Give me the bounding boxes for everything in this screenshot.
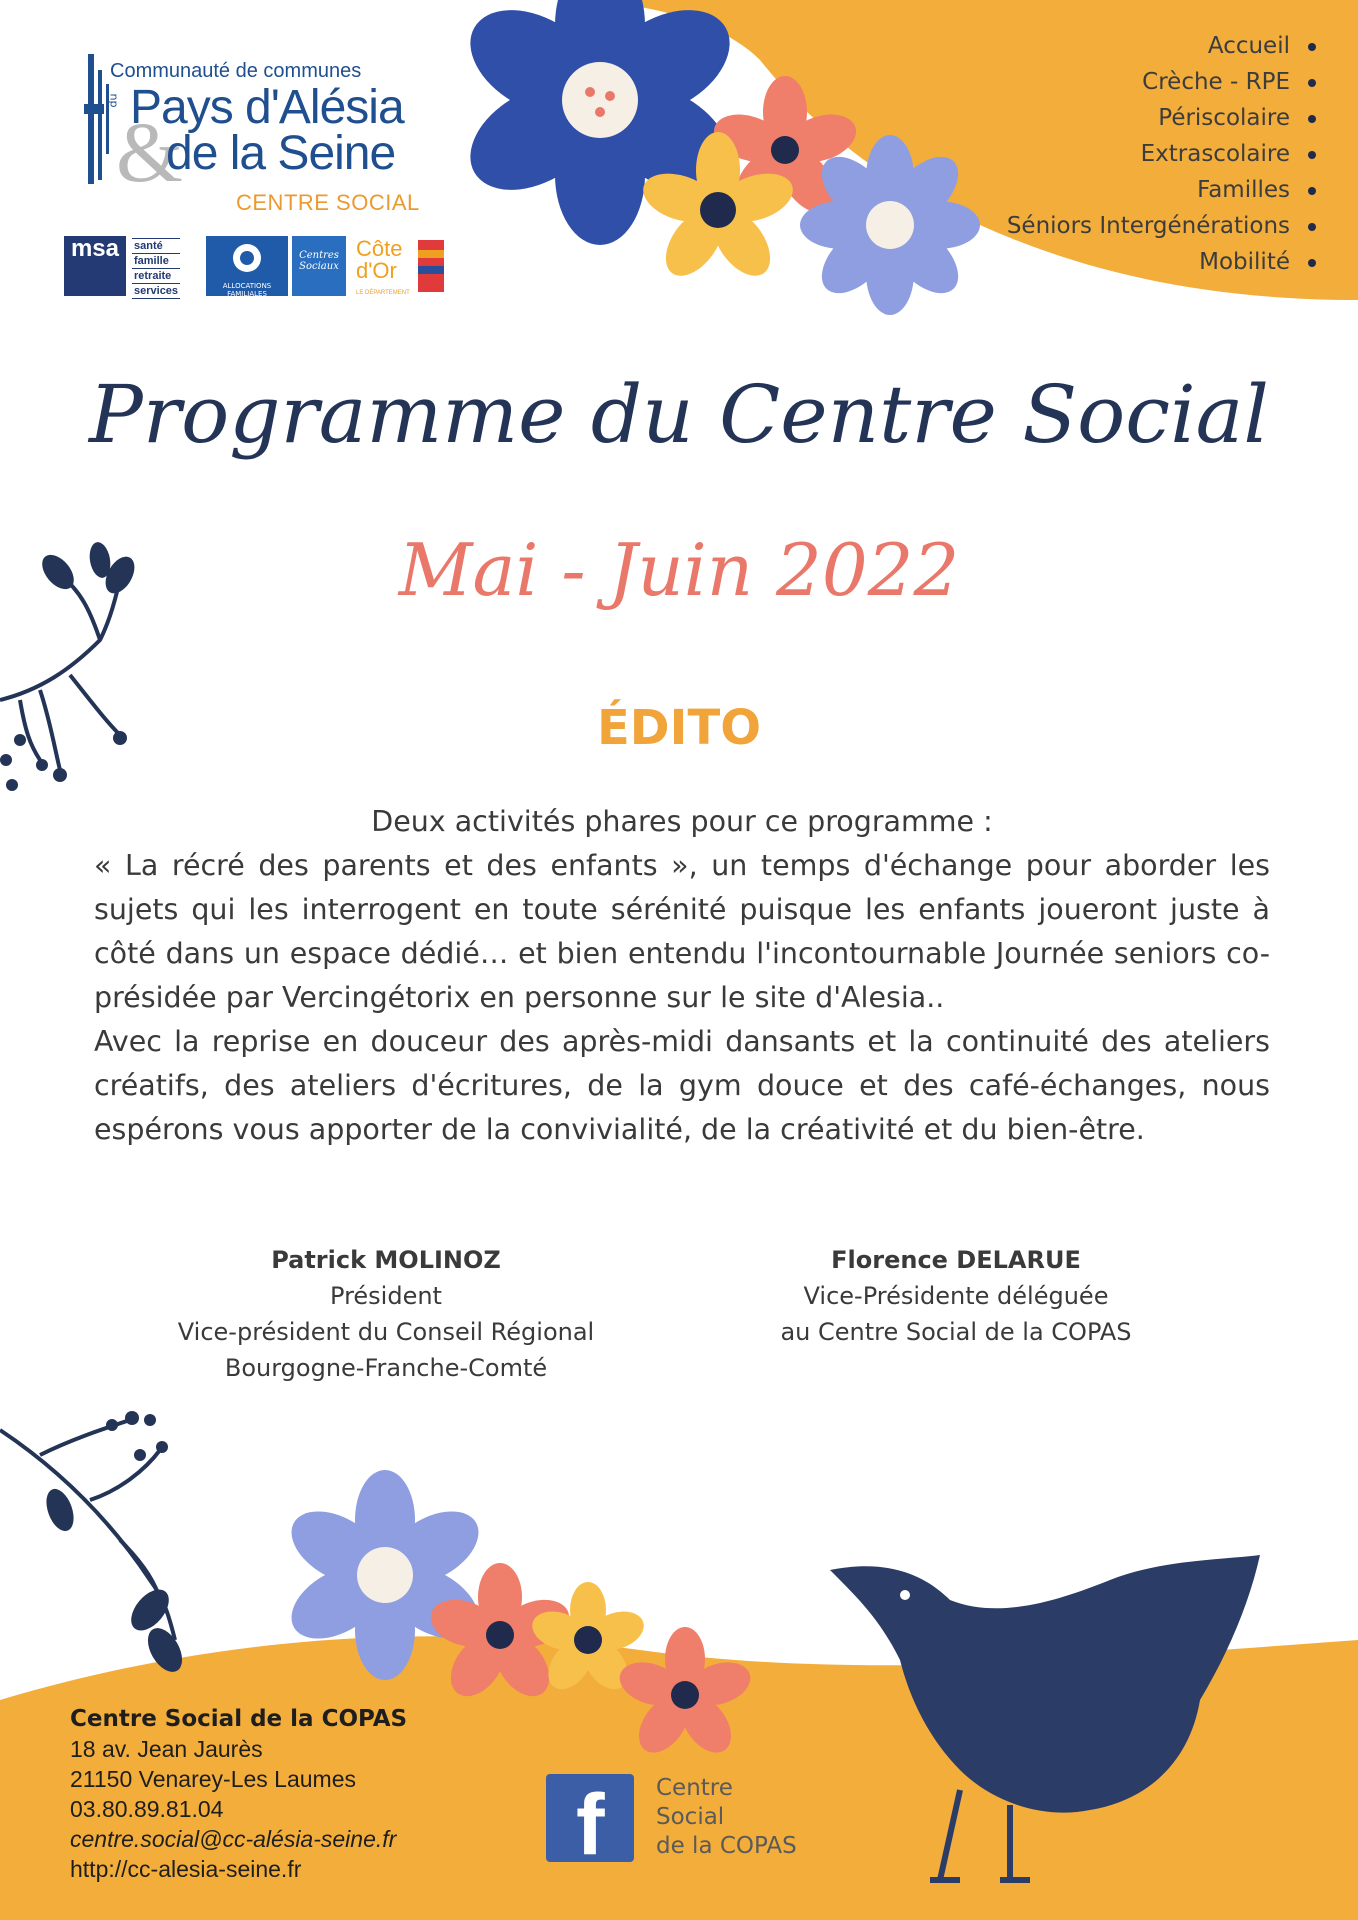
signature-right — [656, 1242, 1256, 1350]
msa-logo-text: msa — [70, 235, 120, 262]
menu-item-accueil — [1007, 28, 1316, 64]
cote-dor-flag-icon — [418, 240, 444, 292]
caf-logo-text: ALLOCATIONS FAMILIALES — [222, 282, 272, 298]
signature-role: Bourgogne-Franche-Comté — [224, 1354, 548, 1382]
signature-role: Président — [330, 1282, 442, 1310]
bullet-icon — [1308, 187, 1316, 195]
logo-du: du — [106, 93, 120, 108]
signature-left — [86, 1242, 686, 1386]
centres-sociaux-text: Centres Sociaux — [299, 250, 339, 272]
cote-dor-line-1: Côte — [356, 236, 403, 261]
bullet-icon — [1308, 43, 1316, 51]
address-org: Centre Social de la COPAS — [70, 1706, 408, 1732]
signature-name: Patrick MOLINOZ — [271, 1246, 501, 1274]
bullet-icon — [1308, 115, 1316, 123]
address-email-link[interactable]: centre.social@cc-alésia-seine.fr — [70, 1826, 397, 1852]
signature-role: Vice-Présidente déléguée — [803, 1282, 1109, 1310]
bullet-icon — [1308, 151, 1316, 159]
cote-dor-sub: LE DÉPARTEMENT — [356, 290, 410, 296]
facebook-icon[interactable] — [546, 1774, 634, 1873]
logo-bars-icon — [84, 54, 109, 184]
contact-address — [70, 1704, 407, 1884]
facebook-label-line: Centre — [656, 1775, 733, 1801]
logo-subtitle: CENTRE SOCIAL — [236, 190, 420, 215]
menu-item-seniors — [1007, 208, 1316, 244]
menu-item-extrascolaire — [1007, 136, 1316, 172]
caf-emblem-icon — [206, 236, 288, 280]
logo-line-2: Pays d'Alésia — [130, 81, 404, 134]
cote-dor-logo — [356, 238, 446, 294]
edito-intro: Deux activités phares pour ce programme : — [371, 805, 993, 838]
menu-item-familles — [1007, 172, 1316, 208]
menu-item-label: Mobilité — [1199, 249, 1290, 275]
address-city: 21150 Venarey-Les Laumes — [70, 1766, 356, 1792]
partner-logos — [64, 236, 454, 300]
cote-dor-text — [356, 238, 402, 282]
bullet-icon — [1308, 259, 1316, 267]
msa-logo — [64, 236, 126, 296]
centres-sociaux-logo — [292, 236, 346, 296]
msa-tagline: retraite — [132, 269, 180, 284]
menu-item-periscolaire — [1007, 100, 1316, 136]
menu-item-label: Séniors Intergénérations — [1006, 213, 1290, 239]
page-title: Programme du Centre Social — [89, 368, 1269, 461]
edito-body — [94, 800, 1270, 1152]
services-menu — [1007, 28, 1316, 280]
menu-item-creche — [1007, 64, 1316, 100]
menu-item-label: Extrascolaire — [1140, 141, 1290, 167]
bullet-icon — [1308, 223, 1316, 231]
msa-tagline: santé — [132, 239, 180, 254]
msa-taglines — [132, 238, 180, 299]
edito-heading: ÉDITO — [596, 700, 762, 756]
signature-role: au Centre Social de la COPAS — [780, 1318, 1132, 1346]
edito-paragraph-1: « La récré des parents et des enfants », un temps d'échange pour aborder les sujets qui les interrogent en toute sérénité puisque les enfants joueront juste à côté dans un espace dédié… et bien entendu l'incontournable Journée seniors co-présidée par Vercingétorix en personne sur le site d'Alesia.. — [94, 849, 1270, 1014]
menu-item-mobilite — [1007, 244, 1316, 280]
edito-paragraph-2: Avec la reprise en douceur des après-midi dansants et la continuité des ateliers créatifs, des ateliers d'écritures, de la gym douce et des café-échanges, nous espérons vous apporter de la convivialité, de la créativité et du bien-être. — [94, 1025, 1270, 1146]
cote-dor-line-2: d'Or — [356, 258, 397, 283]
logo-line-1: Communauté de communes — [110, 60, 362, 82]
menu-item-label: Familles — [1197, 177, 1290, 203]
msa-tagline: services — [134, 285, 179, 297]
menu-item-label: Crèche - RPE — [1142, 69, 1290, 95]
signature-name: Florence DELARUE — [831, 1246, 1081, 1274]
signature-role: Vice-président du Conseil Régional — [177, 1318, 595, 1346]
facebook-glyph: f — [576, 1777, 605, 1873]
menu-item-label: Accueil — [1207, 33, 1290, 59]
logo-line-3: de la Seine — [166, 127, 396, 180]
msa-tagline: famille — [132, 254, 180, 269]
logo-ampersand: & — [116, 104, 183, 200]
caf-logo — [206, 236, 288, 296]
facebook-label[interactable] — [656, 1774, 797, 1861]
address-street: 18 av. Jean Jaurès — [70, 1736, 263, 1762]
facebook-label-line: de la COPAS — [656, 1833, 797, 1859]
lavender-flower-icon — [800, 135, 980, 315]
bullet-icon — [1308, 79, 1316, 87]
address-phone: 03.80.89.81.04 — [70, 1796, 224, 1822]
facebook-label-line: Social — [656, 1804, 725, 1830]
address-website-link[interactable]: http://cc-alesia-seine.fr — [70, 1856, 302, 1882]
page-subtitle: Mai - Juin 2022 — [398, 528, 960, 612]
menu-item-label: Périscolaire — [1158, 105, 1290, 131]
